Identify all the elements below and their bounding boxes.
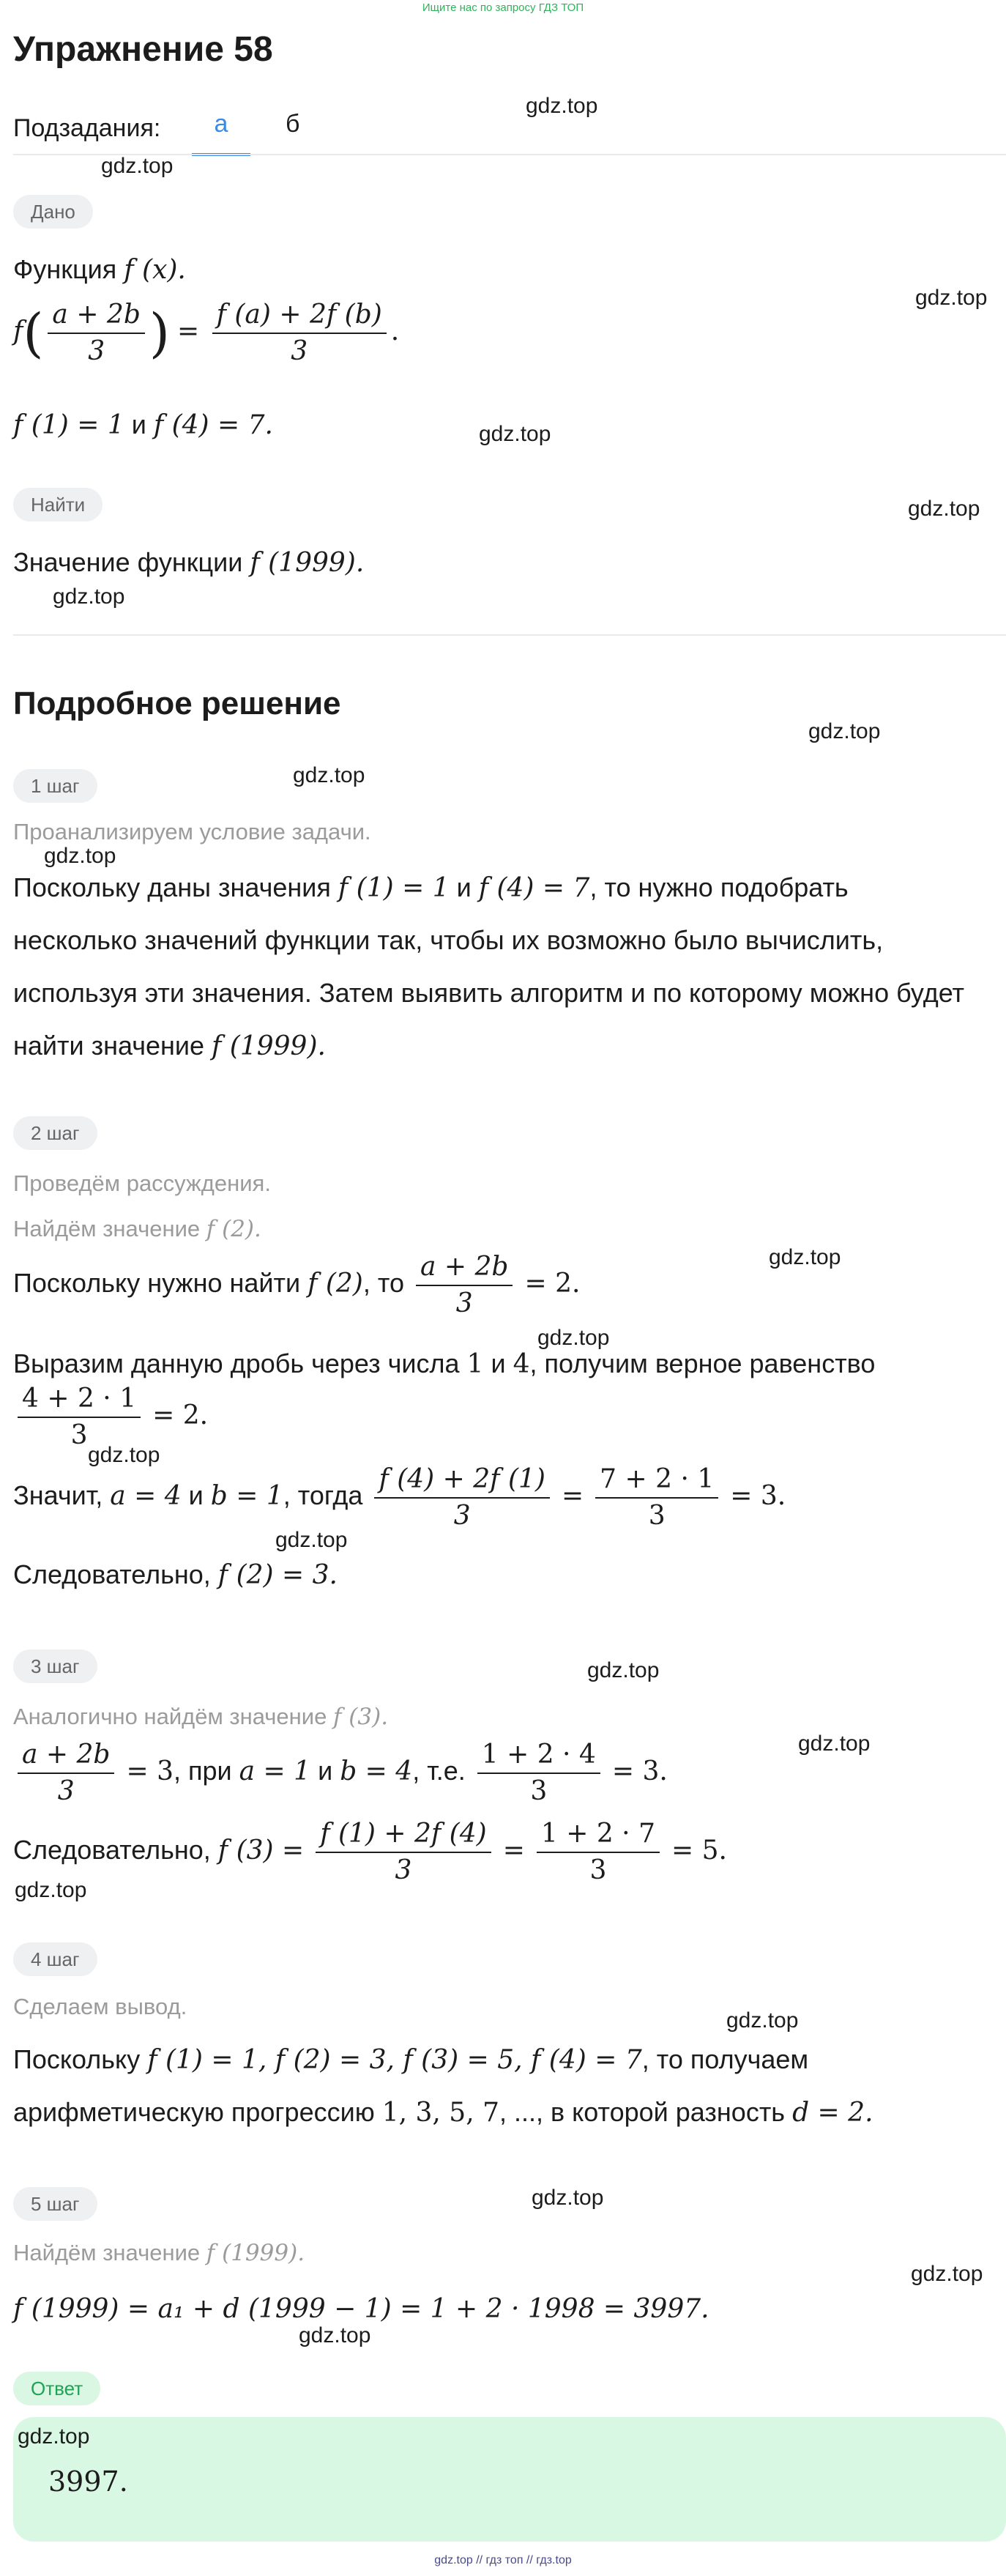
watermark: gdz.top (532, 2186, 604, 2210)
find-badge: Найти (13, 488, 103, 521)
watermark: gdz.top (808, 719, 881, 743)
watermark: gdz.top (537, 1326, 610, 1350)
step-1-caption: Проанализируем условие задачи. (13, 819, 371, 845)
step-1-line-2: несколько значений функции так, чтобы их возможно было вычислить, (13, 925, 884, 955)
watermark: gdz.top (44, 844, 116, 868)
watermark: gdz.top (53, 584, 125, 609)
watermark: gdz.top (915, 286, 988, 310)
answer-value: 3997. (48, 2465, 128, 2498)
given-badge: Дано (13, 195, 93, 229)
step-3-badge: 3 шаг (13, 1649, 97, 1683)
subtasks-label: Подзадания: (13, 114, 161, 142)
step-1-line-3: используя эти значения. Затем выявить алгоритм и по которому можно будет (13, 978, 965, 1008)
step-2-line-5: Следовательно, f (2) = 3. (13, 1559, 338, 1590)
divider (13, 634, 1006, 636)
step-5-badge: 5 шаг (13, 2187, 97, 2221)
step-2-caption-2: Найдём значение f (2). (13, 1216, 261, 1242)
watermark: gdz.top (726, 2008, 799, 2033)
step-2-badge: 2 шаг (13, 1116, 97, 1150)
top-search-note: Ищите нас по запросу ГДЗ ТОП (422, 1, 584, 14)
given-values: f (1) = 1 и f (4) = 7. (13, 409, 274, 440)
watermark: gdz.top (769, 1245, 841, 1269)
watermark: gdz.top (275, 1528, 348, 1552)
watermark: gdz.top (587, 1658, 660, 1682)
find-line: Значение функции f (1999). (13, 547, 365, 578)
watermark: gdz.top (479, 422, 551, 446)
step-2-line-3: $\frac{4 + 2 \cdot 1}{3}$ = 2. (13, 1384, 208, 1450)
tab-subtask-b[interactable]: б (286, 110, 300, 138)
step-4-line-1: Поскольку f (1) = 1, f (2) = 3, f (3) = 5, f (4) = 7, то получаем (13, 2044, 809, 2075)
watermark: gdz.top (911, 2262, 983, 2286)
given-line-function: Функция f (x). (13, 254, 186, 285)
step-1-line-4: найти значение f (1999). (13, 1031, 326, 1061)
solution-title: Подробное решение (13, 686, 341, 721)
step-5-caption: Найдём значение f (1999). (13, 2240, 305, 2266)
step-4-badge: 4 шаг (13, 1942, 97, 1976)
watermark: gdz.top (18, 2424, 90, 2449)
watermark: gdz.top (908, 497, 980, 521)
step-5-line-1: f (1999) = a₁ + d (1999 − 1) = 1 + 2 · 1998 = 3997. (13, 2294, 709, 2324)
watermark: gdz.top (526, 94, 598, 118)
step-3-line-1: $\frac{a + 2b}{3}$ = 3, при a = 1 и b = 4, т.е. $\frac{1 + 2 \cdot 4}{3}$ = 3. (13, 1740, 668, 1805)
step-2-line-1: Поскольку нужно найти f (2), то $\frac{a + 2b}{3}$ = 2. (13, 1252, 581, 1318)
step-4-line-2: арифметическую прогрессию 1, 3, 5, 7, ..., в которой разность d = 2. (13, 2097, 873, 2128)
footer-links: gdz.top // гдз топ // гдз.top (434, 2554, 572, 2566)
watermark: gdz.top (88, 1443, 160, 1467)
watermark: gdz.top (101, 154, 174, 178)
watermark: gdz.top (15, 1878, 87, 1902)
page-title: Упражнение 58 (13, 30, 273, 69)
step-4-caption: Сделаем вывод. (13, 1994, 187, 2019)
step-3-line-2: Следовательно, f (3) = $\frac{f (1) + 2f (4)}{3}$ = $\frac{1 + 2 \cdot 7}{3}$ = 5. (13, 1819, 727, 1885)
tab-subtask-a[interactable]: а (192, 110, 250, 156)
step-1-line-1: Поскольку даны значения f (1) = 1 и f (4) = 7, то нужно подобрать (13, 872, 849, 903)
answer-badge: Ответ (13, 2372, 100, 2405)
watermark: gdz.top (798, 1731, 871, 1756)
given-equation: f( $\frac{a + 2b}{3}$ ) = $\frac{f (a) + 2f (b)}{3}$ . (13, 300, 400, 366)
step-3-caption: Аналогично найдём значение f (3). (13, 1704, 389, 1730)
step-1-badge: 1 шаг (13, 769, 97, 803)
watermark: gdz.top (293, 763, 365, 787)
watermark: gdz.top (299, 2323, 371, 2347)
step-2-line-4: Значит, a = 4 и b = 1, тогда $\frac{f (4) + 2f (1)}{3}$ = $\frac{7 + 2 \cdot 1}{3}$ = 3. (13, 1464, 786, 1531)
step-2-line-2: Выразим данную дробь через числа 1 и 4, получим верное равенство (13, 1348, 876, 1379)
step-2-caption: Проведём рассуждения. (13, 1170, 271, 1196)
answer-box (13, 2417, 1006, 2542)
